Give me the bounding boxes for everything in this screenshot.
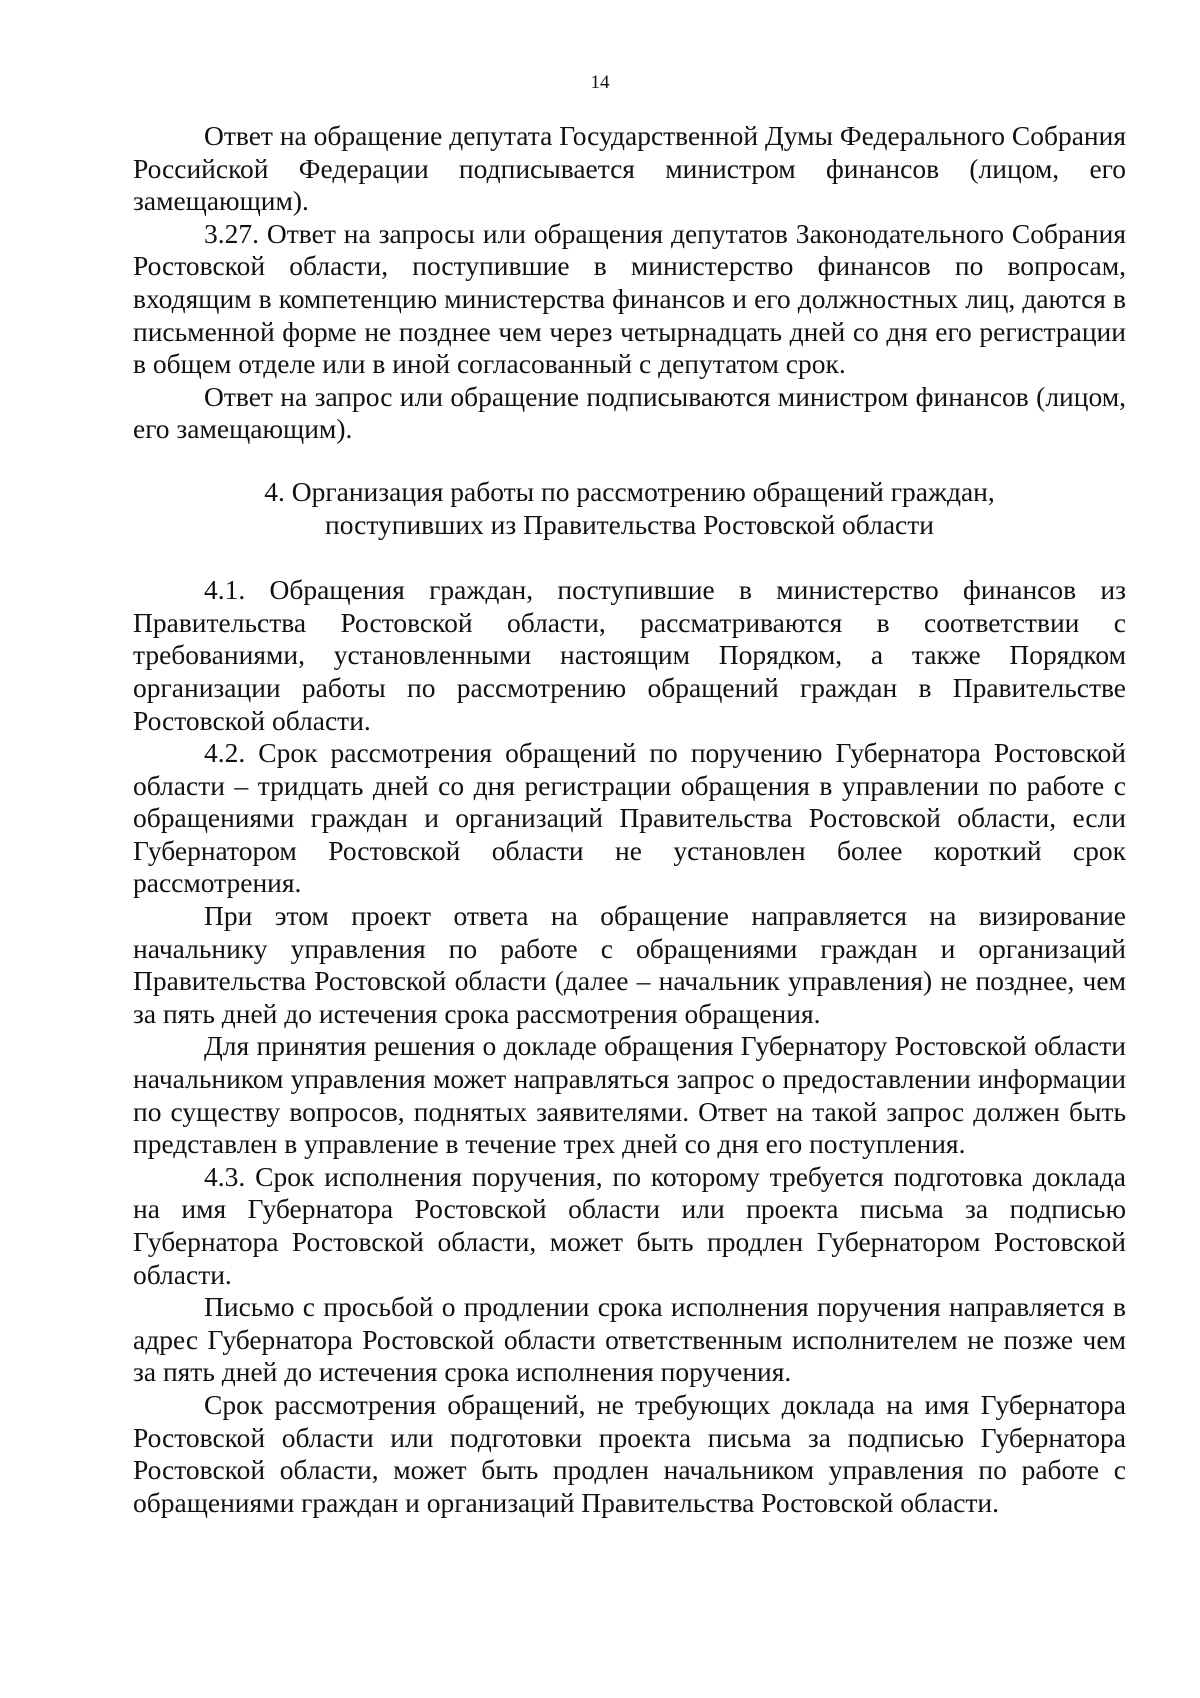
- paragraph-3-27: 3.27. Ответ на запросы или обращения депутатов Законодательного Собрания Ростовской области, поступившие в министерство финансов по вопросам, входящим в компетенцию министерства финансов и его должностных лиц, даются в письменной форме не позднее чем через четырнадцать дней со дня его регистрации в общем отделе или в иной согласованный с депутатом срок.: [133, 217, 1126, 380]
- paragraph-answer-signature: Ответ на запрос или обращение подписываются министром финансов (лицом, его замещающим).: [133, 380, 1126, 445]
- section-4-heading: [133, 476, 1126, 541]
- section-4-heading-line-2: поступивших из Правительства Ростовской области: [324, 508, 934, 540]
- section-4-heading-line-1: 4. Организация работы по рассмотрению обращений граждан,: [264, 475, 995, 507]
- paragraph-4-1: 4.1. Обращения граждан, поступившие в министерство финансов из Правительства Ростовской области, рассматриваются в соответствии с требованиями, установленными настоящим Порядком, а также Порядком организации работы по рассмотрению обращений граждан в Правительстве Ростовской области.: [133, 574, 1126, 736]
- paragraph-information-request: Для принятия решения о докладе обращения Губернатору Ростовской области начальником управления может направляться запрос о предоставлении информации по существу вопросов, поднятых заявителями. Ответ на такой запрос должен быть представлен в управление в течение трех дней со дня его поступления.: [133, 1030, 1126, 1160]
- paragraph-extension-letter: Письмо с просьбой о продлении срока исполнения поручения направляется в адрес Губернатора Ростовской области ответственным исполнителем не позже чем за пять дней до истечения срока исполнения поручения.: [133, 1291, 1126, 1388]
- paragraph-4-3: 4.3. Срок исполнения поручения, по которому требуется подготовка доклада на имя Губернатора Ростовской области или проекта письма за подписью Губернатора Ростовской области, может быть продлен Губернатором Ростовской области.: [133, 1160, 1126, 1290]
- paragraph-visa-draft: При этом проект ответа на обращение направляется на визирование начальнику управления по работе с обращениями граждан и организаций Правительства Ростовской области (далее – начальник управления) не позднее, чем за пять дней до истечения срока рассмотрения обращения.: [133, 900, 1126, 1029]
- document-body: [133, 120, 1126, 1519]
- paragraph-duma-answer: Ответ на обращение депутата Государственной Думы Федерального Собрания Российской Федерации подписывается министром финансов (лицом, его замещающим).: [133, 120, 1126, 217]
- paragraph-4-2: 4.2. Срок рассмотрения обращений по поручению Губернатора Ростовской области – тридцать дней со дня регистрации обращения в управлении по работе с обращениями граждан и организаций Правительства Ростовской области, если Губернатором Ростовской области не установлен более короткий срок рассмотрения.: [133, 737, 1126, 899]
- paragraph-extension-term: Срок рассмотрения обращений, не требующих доклада на имя Губернатора Ростовской области или подготовки проекта письма за подписью Губернатора Ростовской области, может быть продлен начальником управления по работе с обращениями граждан и организаций Правительства Ростовской области.: [133, 1388, 1126, 1518]
- page-number: 14: [590, 72, 610, 93]
